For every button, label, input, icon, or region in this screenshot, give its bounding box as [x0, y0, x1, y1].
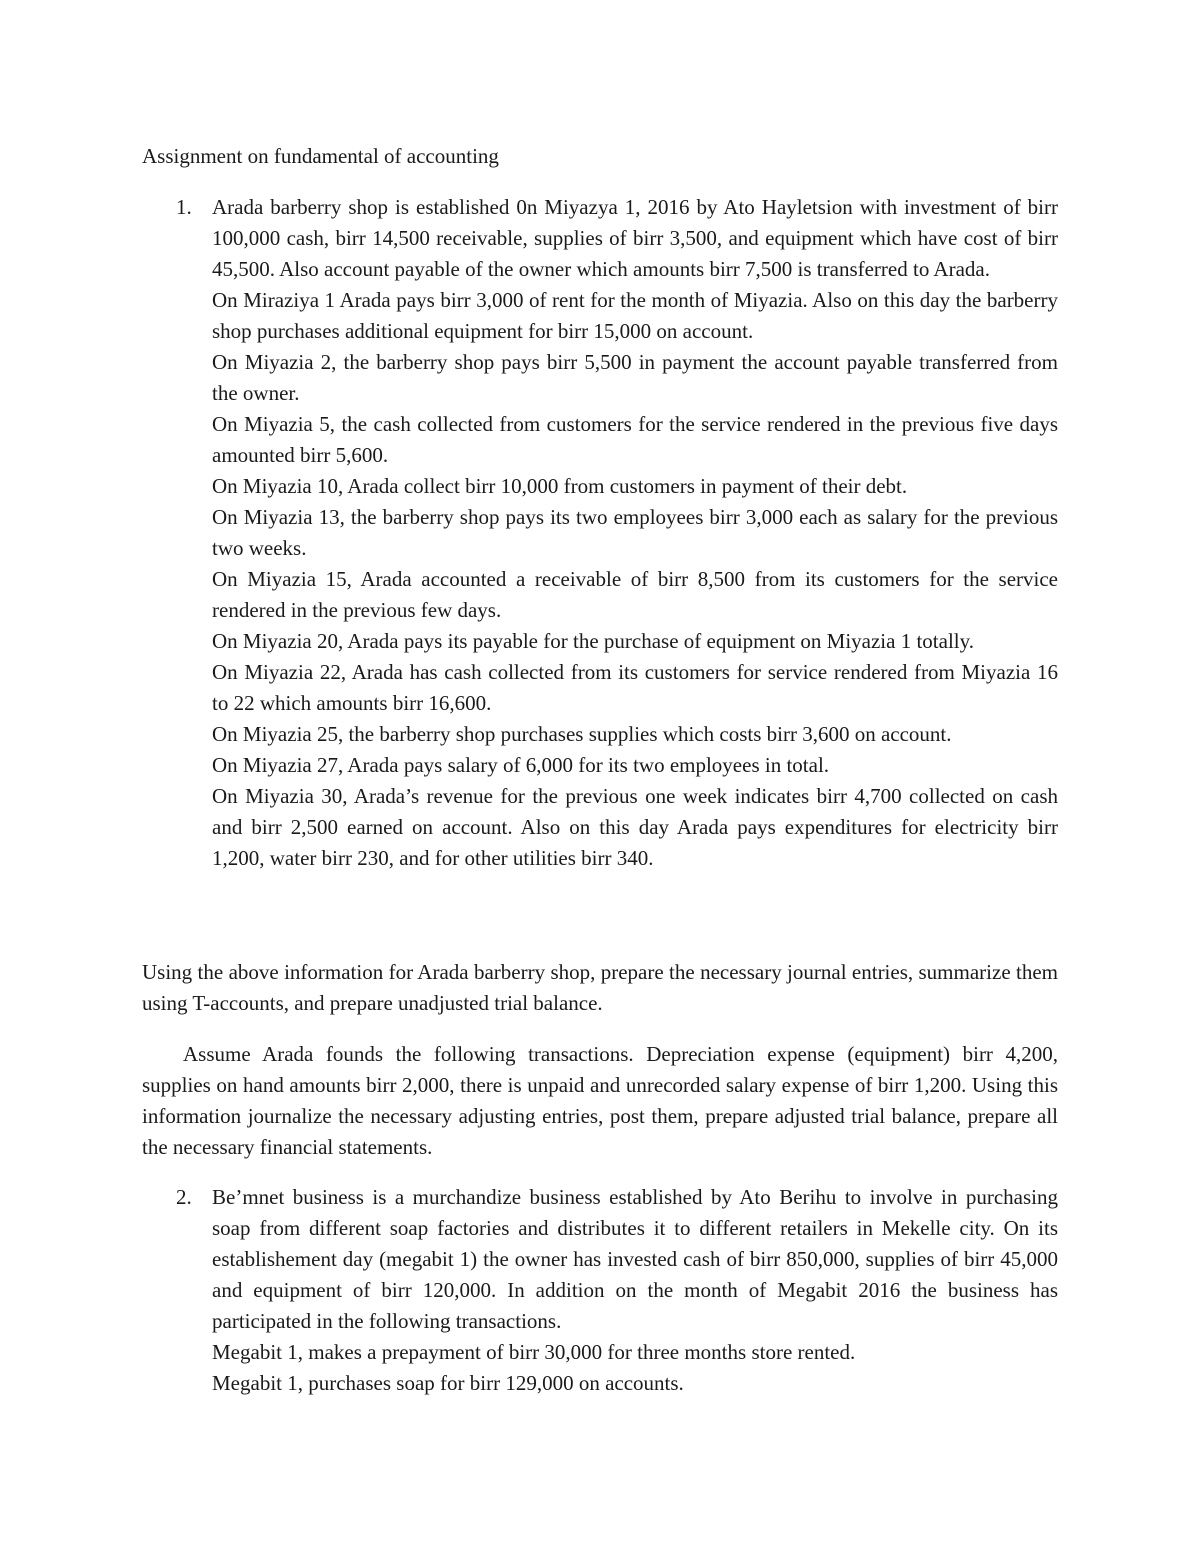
- question-1-intro: Arada barberry shop is established 0n Miyazya 1, 2016 by Ato Hayletsion with investment of birr 100,000 cash, birr 14,500 receivable, supplies of birr 3,500, and equipment which have cost of birr 45,500. Also account payable of the owner which amounts birr 7,500 is transferred to Arada.: [212, 195, 1058, 281]
- transaction-miyazia-27: On Miyazia 27, Arada pays salary of 6,000 for its two employees in total.: [212, 753, 830, 777]
- question-2: [142, 1182, 1058, 1399]
- transaction-miyazia-5: On Miyazia 5, the cash collected from customers for the service rendered in the previous five days amounted birr 5,600.: [212, 412, 1058, 467]
- transaction-miyazia-13: On Miyazia 13, the barberry shop pays its two employees birr 3,000 each as salary for the previous two weeks.: [212, 505, 1058, 560]
- transaction-megabit-1-prepayment: Megabit 1, makes a prepayment of birr 30,000 for three months store rented.: [212, 1340, 856, 1364]
- transaction-miyazia-20: On Miyazia 20, Arada pays its payable for the purchase of equipment on Miyazia 1 totally.: [212, 629, 974, 653]
- question-1-body: [212, 192, 1058, 874]
- transaction-miyazia-30: On Miyazia 30, Arada’s revenue for the previous one week indicates birr 4,700 collected on cash and birr 2,500 earned on account. Also on this day Arada pays expenditures for electricity birr 1,200, water birr 230, and for other utilities birr 340.: [212, 784, 1058, 870]
- transaction-miyazia-22: On Miyazia 22, Arada has cash collected from its customers for service rendered from Miyazia 16 to 22 which amounts birr 16,600.: [212, 660, 1058, 715]
- transaction-miraziya-1: On Miraziya 1 Arada pays birr 3,000 of rent for the month of Miyazia. Also on this day the barberry shop purchases additional equipment for birr 15,000 on account.: [212, 288, 1058, 343]
- instruction-adjusting-entries: Assume Arada founds the following transactions. Depreciation expense (equipment) birr 4,200, supplies on hand amounts birr 2,000, there is unpaid and unrecorded salary expense of birr 1,200. Using this information journalize the necessary adjusting entries, post them, prepare adjusted trial balance, prepare all the necessary financial statements.: [142, 1042, 1058, 1159]
- question-2-intro: Be’mnet business is a murchandize business established by Ato Berihu to involve in purchasing soap from different soap factories and distributes it to different retailers in Mekelle city. On its establishement day (megabit 1) the owner has invested cash of birr 850,000, supplies of birr 45,000 and equipment of birr 120,000. In addition on the month of Megabit 2016 the business has participated in the following transactions.: [212, 1185, 1058, 1333]
- question-1: [142, 192, 1058, 874]
- transaction-miyazia-2: On Miyazia 2, the barberry shop pays birr 5,500 in payment the account payable transferred from the owner.: [212, 350, 1058, 405]
- question-2-body: [212, 1182, 1058, 1399]
- question-2-number: 2.: [176, 1185, 192, 1209]
- transaction-miyazia-15: On Miyazia 15, Arada accounted a receivable of birr 8,500 from its customers for the service rendered in the previous few days.: [212, 567, 1058, 622]
- question-1-number: 1.: [176, 195, 192, 219]
- transaction-miyazia-10: On Miyazia 10, Arada collect birr 10,000 from customers in payment of their debt.: [212, 474, 908, 498]
- document-title: Assignment on fundamental of accounting: [142, 144, 499, 168]
- transaction-megabit-1-purchase: Megabit 1, purchases soap for birr 129,000 on accounts.: [212, 1371, 684, 1395]
- instruction-journal-entries: Using the above information for Arada barberry shop, prepare the necessary journal entries, summarize them using T-accounts, and prepare unadjusted trial balance.: [142, 960, 1058, 1015]
- transaction-miyazia-25: On Miyazia 25, the barberry shop purchases supplies which costs birr 3,600 on account.: [212, 722, 952, 746]
